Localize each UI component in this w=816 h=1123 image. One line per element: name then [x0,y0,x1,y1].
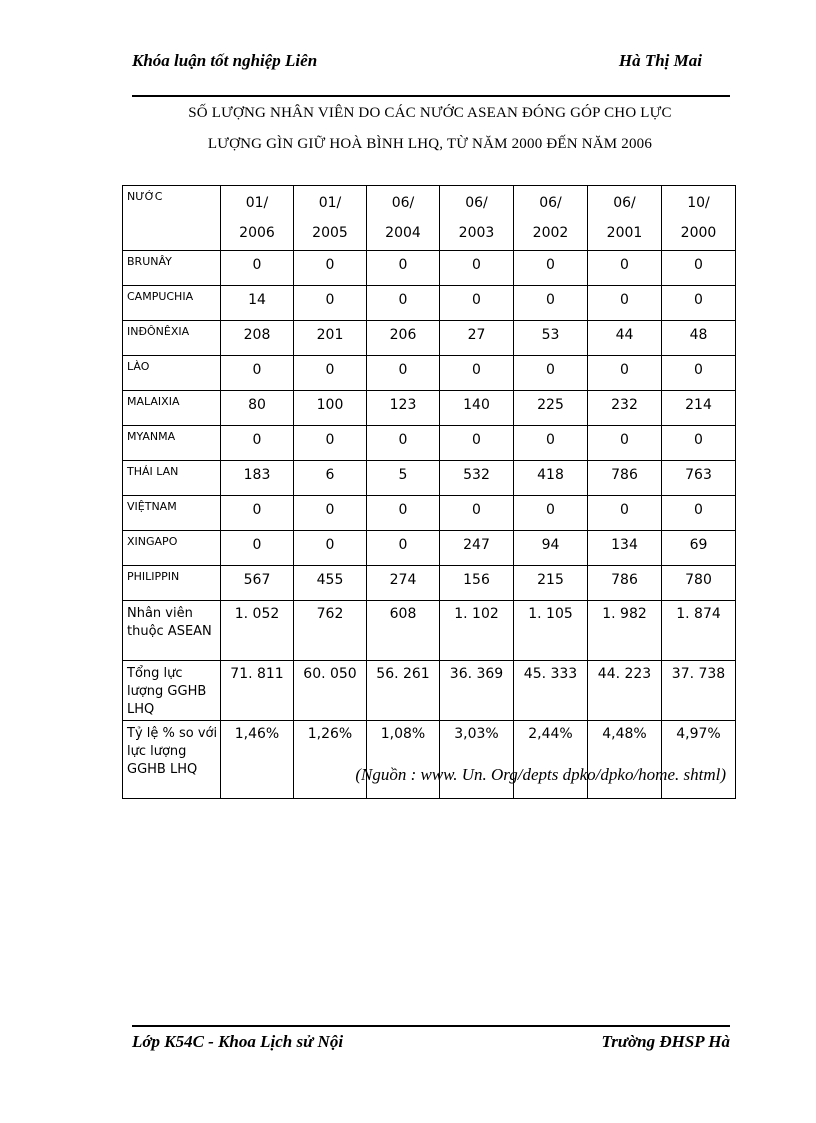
value-cell: 201 [294,321,367,356]
value-cell: 786 [588,461,662,496]
value-cell: 0 [588,251,662,286]
table-row [123,286,736,321]
value-cell: 214 [662,391,736,426]
table-row [123,321,736,356]
year-header: 06/ 2003 [440,186,514,251]
value-cell: 6 [294,461,367,496]
value-cell: 0 [440,496,514,531]
header-row [123,186,736,251]
value-cell: 5 [367,461,440,496]
value-cell: 1,08% [367,721,440,799]
value-cell: 1. 874 [662,601,736,661]
value-cell: 232 [588,391,662,426]
value-cell: 3,03% [440,721,514,799]
value-cell: 4,97% [662,721,736,799]
table-row [123,251,736,286]
value-cell: 123 [367,391,440,426]
un-total-row [123,661,736,721]
value-cell: 0 [514,426,588,461]
value-cell: 56. 261 [367,661,440,721]
value-cell: 27 [440,321,514,356]
value-cell: 44. 223 [588,661,662,721]
value-cell: 1. 102 [440,601,514,661]
value-cell: 53 [514,321,588,356]
value-cell: 0 [662,286,736,321]
value-cell: 0 [221,356,294,391]
value-cell: 0 [294,251,367,286]
row-label: LÀO [123,356,221,391]
year-header: 06/ 2002 [514,186,588,251]
row-label: Tổng lực lượng GGHB LHQ [123,661,221,721]
value-cell: 183 [221,461,294,496]
year-header: 01/ 2005 [294,186,367,251]
row-label: CAMPUCHIA [123,286,221,321]
year-header: 10/ 2000 [662,186,736,251]
value-cell: 69 [662,531,736,566]
value-cell: 0 [440,251,514,286]
value-cell: 780 [662,566,736,601]
value-cell: 100 [294,391,367,426]
value-cell: 208 [221,321,294,356]
value-cell: 140 [440,391,514,426]
value-cell: 71. 811 [221,661,294,721]
value-cell: 608 [367,601,440,661]
value-cell: 786 [588,566,662,601]
value-cell: 1. 982 [588,601,662,661]
year-header: 06/ 2004 [367,186,440,251]
title-line-2: LƯỢNG GÌN GIỮ HOÀ BÌNH LHQ, TỪ NĂM 2000 ĐẾN NĂM 2006 [207,136,653,152]
value-cell: 14 [221,286,294,321]
value-cell: 60. 050 [294,661,367,721]
value-cell: 455 [294,566,367,601]
table-row [123,496,736,531]
value-cell: 36. 369 [440,661,514,721]
table-row [123,531,736,566]
value-cell: 0 [221,531,294,566]
data-table [122,185,736,799]
value-cell: 1,26% [294,721,367,799]
value-cell: 1,46% [221,721,294,799]
row-label: Tỷ lệ % so với lực lượng GGHB LHQ [123,721,221,799]
value-cell: 0 [294,496,367,531]
value-cell: 762 [294,601,367,661]
value-cell: 0 [440,426,514,461]
table-row [123,391,736,426]
table-title [120,98,740,160]
value-cell: 0 [662,426,736,461]
value-cell: 0 [221,251,294,286]
table-row [123,426,736,461]
value-cell: 0 [514,286,588,321]
row-label: PHILIPPIN [123,566,221,601]
value-cell: 418 [514,461,588,496]
value-cell: 532 [440,461,514,496]
year-header: 01/ 2006 [221,186,294,251]
value-cell: 94 [514,531,588,566]
value-cell: 4,48% [588,721,662,799]
row-label: MALAIXIA [123,391,221,426]
value-cell: 0 [221,426,294,461]
value-cell: 0 [367,286,440,321]
source-citation: (Nguồn : www. Un. Org/depts dpko/dpko/home. shtml) [355,765,726,784]
row-label: XINGAPO [123,531,221,566]
row-label: BRUNÂY [123,251,221,286]
row-label: THÁI LAN [123,461,221,496]
year-header: 06/ 2001 [588,186,662,251]
value-cell: 225 [514,391,588,426]
header-right-text: Hà Thị Mai [618,51,702,70]
value-cell: 1. 105 [514,601,588,661]
value-cell: 0 [367,251,440,286]
row-label: MYANMA [123,426,221,461]
value-cell: 1. 052 [221,601,294,661]
table-row [123,461,736,496]
value-cell: 247 [440,531,514,566]
value-cell: 0 [588,426,662,461]
value-cell: 48 [662,321,736,356]
value-cell: 80 [221,391,294,426]
footer-right-text: Trường ĐHSP Hà [601,1032,730,1051]
table-row [123,566,736,601]
value-cell: 0 [367,496,440,531]
value-cell: 763 [662,461,736,496]
value-cell: 0 [514,496,588,531]
value-cell: 0 [588,356,662,391]
value-cell: 2,44% [514,721,588,799]
row-label: INĐÔNÊXIA [123,321,221,356]
percentage-row [123,721,736,799]
value-cell: 0 [367,531,440,566]
asean-total-row [123,601,736,661]
value-cell: 0 [662,356,736,391]
footer-rule [132,1025,730,1027]
row-label: Nhân viên thuộc ASEAN [123,601,221,661]
row-label: VIỆTNAM [123,496,221,531]
value-cell: 206 [367,321,440,356]
value-cell: 0 [662,496,736,531]
value-cell: 0 [367,426,440,461]
value-cell: 0 [440,286,514,321]
value-cell: 0 [588,286,662,321]
value-cell: 37. 738 [662,661,736,721]
value-cell: 0 [588,496,662,531]
value-cell: 567 [221,566,294,601]
value-cell: 0 [294,356,367,391]
value-cell: 0 [514,251,588,286]
value-cell: 0 [367,356,440,391]
table-row [123,356,736,391]
header-rule [132,95,730,97]
value-cell: 0 [662,251,736,286]
value-cell: 0 [294,426,367,461]
value-cell: 274 [367,566,440,601]
value-cell: 0 [294,531,367,566]
value-cell: 134 [588,531,662,566]
value-cell: 44 [588,321,662,356]
footer-left-text: Lớp K54C - Khoa Lịch sử Nội [132,1032,344,1051]
value-cell: 0 [294,286,367,321]
header-left-text: Khóa luận tốt nghiệp Liên [132,51,318,70]
title-line-1: SỐ LƯỢNG NHÂN VIÊN DO CÁC NƯỚC ASEAN ĐÓNG GÓP CHO LỰC [188,105,672,121]
corner-cell: NƯỚC [123,186,221,251]
value-cell: 156 [440,566,514,601]
value-cell: 0 [514,356,588,391]
value-cell: 45. 333 [514,661,588,721]
value-cell: 215 [514,566,588,601]
value-cell: 0 [221,496,294,531]
value-cell: 0 [440,356,514,391]
